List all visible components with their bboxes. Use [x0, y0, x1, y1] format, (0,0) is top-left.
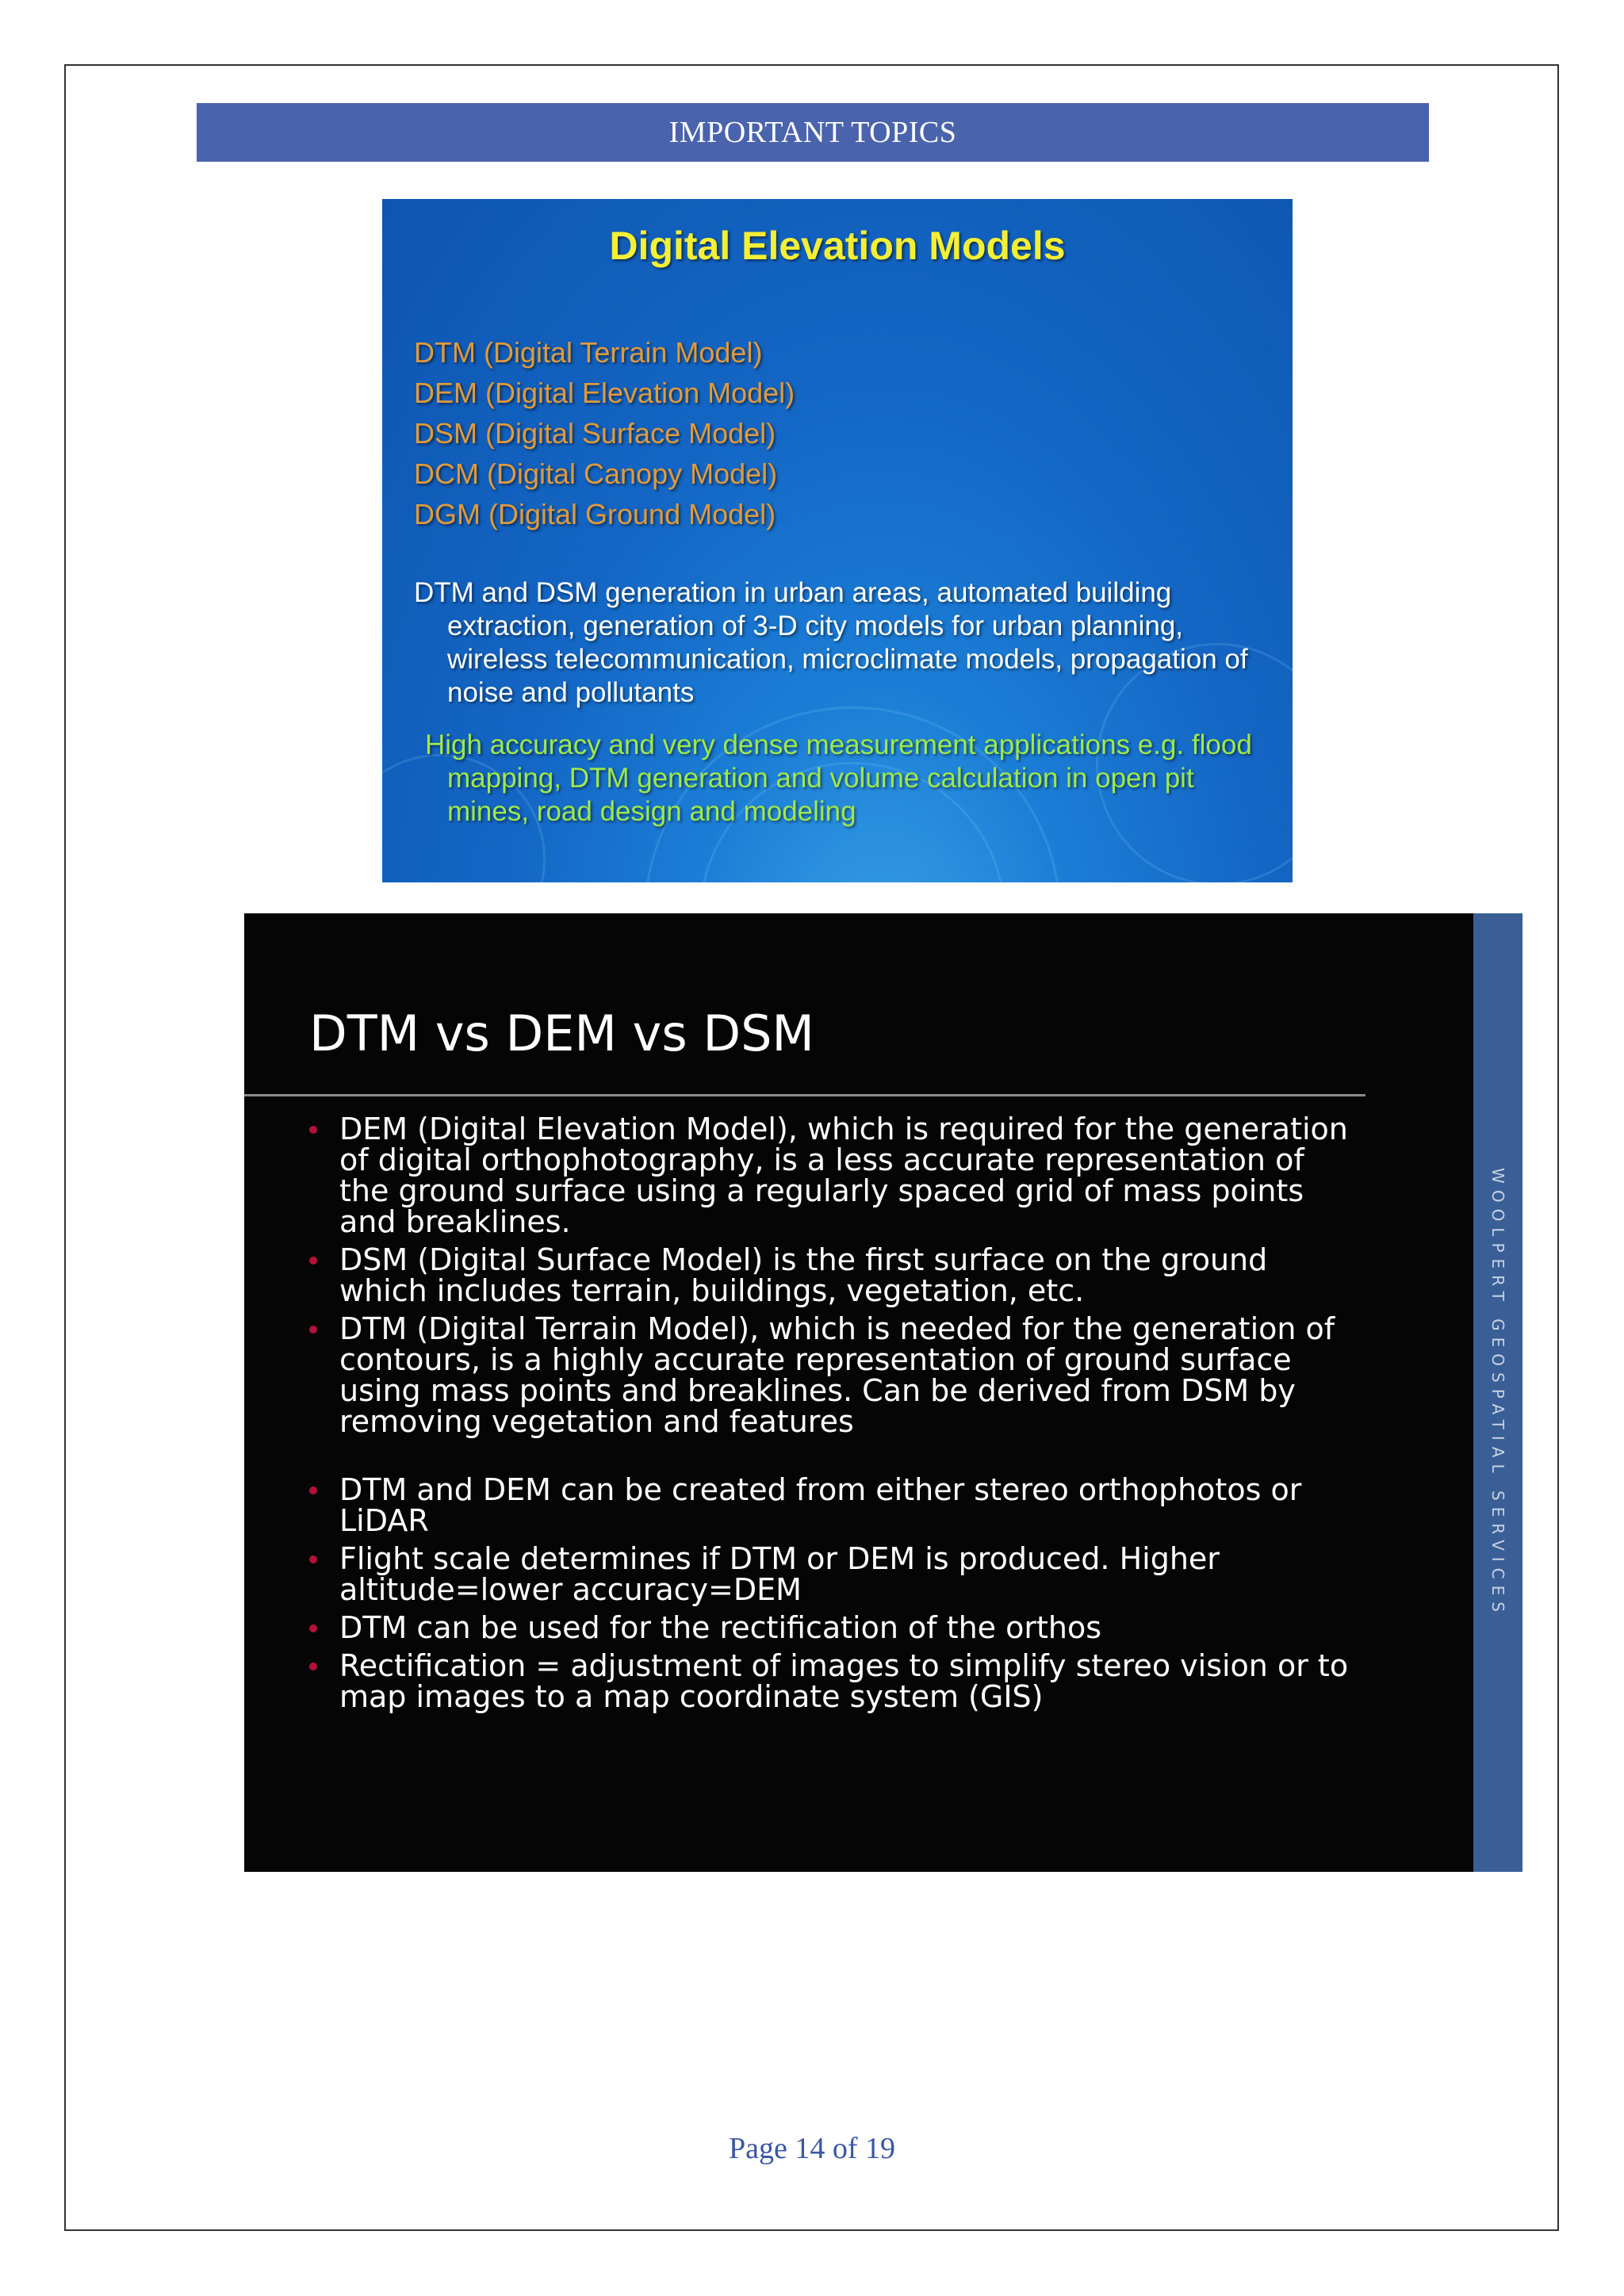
brand-sidebar-text: WOOLPERT GEOSPATIAL SERVICES [1488, 1167, 1507, 1618]
slide1-title: Digital Elevation Models [609, 224, 1066, 268]
bullet-text: DTM and DEM can be created from either stereo orthophotos or LiDAR [339, 1472, 1302, 1538]
bullet-item [308, 1472, 1354, 1538]
bullet-text: DEM (Digital Elevation Model), which is required for the generation of digital orthophotography, is a less accurate representation of the ground surface using a regularly spaced grid of mass points and breaklines. [339, 1112, 1348, 1239]
bullet-dot-icon [309, 1326, 317, 1334]
slide-digital-elevation-models [382, 199, 1293, 882]
title-divider [244, 1094, 1365, 1096]
bullet-text: Rectification = adjustment of images to simplify stereo vision or to map images to a map coordinate system (GIS) [339, 1648, 1349, 1714]
model-item: DGM (Digital Ground Model) [414, 498, 776, 530]
brand-sidebar [1473, 913, 1522, 1872]
bullet-item [308, 1610, 1354, 1645]
bullet-dot-icon [309, 1257, 317, 1265]
bullet-item [308, 1648, 1354, 1714]
header-title: IMPORTANT TOPICS [668, 116, 957, 149]
model-item: DSM (Digital Surface Model) [414, 417, 776, 450]
bullet-text: DSM (Digital Surface Model) is the first surface on the ground which includes terrain, buildings, vegetation, etc. [339, 1242, 1268, 1308]
comparison-bullet-list [308, 1114, 1354, 1720]
bullet-dot-icon [309, 1487, 317, 1494]
slide-dtm-vs-dem-vs-dsm [244, 913, 1522, 1872]
urban-applications-text: DTM and DSM generation in urban areas, automated building extraction, generation of 3-D city models for urban planning, wireless telecommunication, microclimate models, propagation of noise and pollutants [414, 577, 1248, 708]
high-accuracy-applications-text: High accuracy and very dense measurement applications e.g. flood mapping, DTM generation and volume calculation in open pit mines, road design and modeling [425, 729, 1252, 827]
bullet-dot-icon [309, 1556, 317, 1563]
bullet-dot-icon [309, 1663, 317, 1670]
bullet-dot-icon [309, 1624, 317, 1632]
model-item: DCM (Digital Canopy Model) [414, 457, 778, 490]
bullet-item [308, 1311, 1354, 1439]
bullet-item [308, 1242, 1354, 1308]
bullet-item [308, 1541, 1354, 1607]
bullet-text: DTM can be used for the rectification of the orthos [339, 1610, 1102, 1645]
page-number: Page 14 of 19 [728, 2132, 896, 2165]
bullet-item [308, 1114, 1354, 1238]
model-item: DTM (Digital Terrain Model) [414, 336, 763, 369]
bullet-dot-icon [309, 1126, 317, 1134]
model-list [414, 332, 795, 534]
slide2-title: DTM vs DEM vs DSM [309, 1004, 814, 1062]
model-item: DEM (Digital Elevation Model) [414, 377, 795, 409]
bullet-text: Flight scale determines if DTM or DEM is produced. Higher altitude=lower accuracy=DEM [339, 1541, 1220, 1607]
header-bar [197, 103, 1429, 162]
bullet-text: DTM (Digital Terrain Model), which is needed for the generation of contours, is a highly accurate representation of ground surface using mass points and breaklines. Can be derived from DSM by removing vegetation and features [339, 1311, 1335, 1439]
